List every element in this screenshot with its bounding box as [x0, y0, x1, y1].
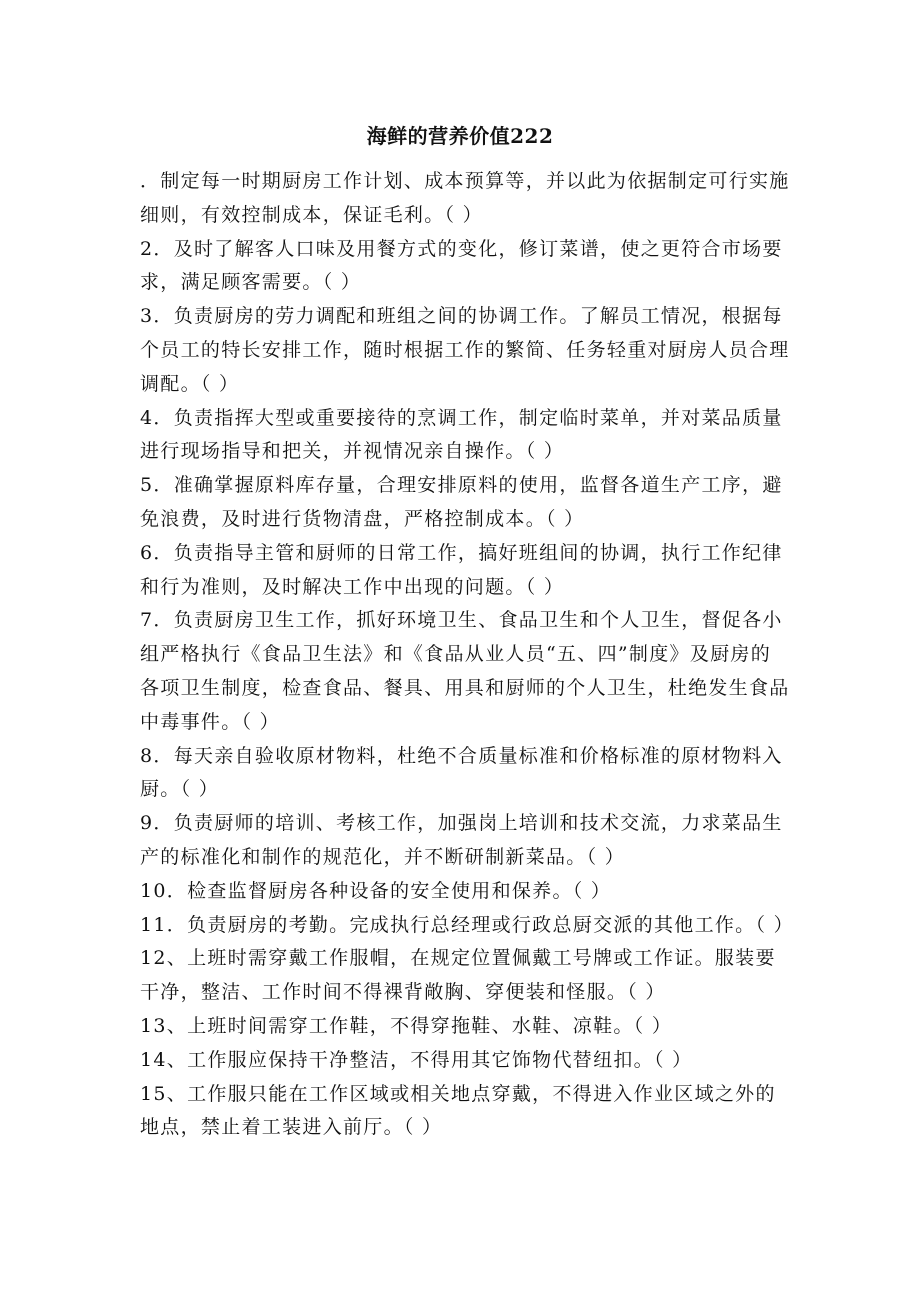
- list-item: 9．负责厨师的培训、考核工作，加强岗上培训和技术交流，力求菜品生产的标准化和制作的规范化，并不断研制新菜品。（ ）: [140, 812, 783, 868]
- list-item: 14、工作服应保持干净整洁，不得用其它饰物代替纽扣。（ ）: [140, 1048, 693, 1071]
- list-item: 8．每天亲自验收原材物料，杜绝不合质量标准和价格标准的原材物料入厨。（ ）: [140, 744, 783, 801]
- list-item: ．制定每一时期厨房工作计划、成本预算等，并以此为依据制定可行实施细则，有效控制成本，保证毛利。（ ）: [140, 170, 790, 226]
- list-item: 15、工作服只能在工作区域或相关地点穿戴，不得进入作业区域之外的地点，禁止着工装进入前厅。（ ）: [140, 1082, 776, 1139]
- list-item: 10．检查监督厨房各种设备的安全使用和保养。（ ）: [140, 879, 612, 902]
- list-item: 6．负责指导主管和厨师的日常工作，搞好班组间的协调，执行工作纪律和行为准则，及时解决工作中出现的问题。（ ）: [140, 541, 783, 598]
- list-item: 7．负责厨房卫生工作，抓好环境卫生、食品卫生和个人卫生，督促各小组严格执行《食品卫生法》和《食品从业人员“五、四”制度》及厨房的各项卫生制度，检查食品、餐具、用具和厨师的个人卫生，杜绝发生食品中毒事件。（ ）: [140, 609, 790, 733]
- list-item: 3．负责厨房的劳力调配和班组之间的协调工作。了解员工情况，根据每个员工的特长安排工作，随时根据工作的繁简、任务轻重对厨房人员合理调配。（ ）: [140, 305, 790, 395]
- list-item: 12、上班时需穿戴工作服帽，在规定位置佩戴工号牌或工作证。服装要干净，整洁、工作时间不得裸背敞胸、穿便装和怪服。（ ）: [140, 947, 776, 1004]
- list-item: 13、上班时间需穿工作鞋，不得穿拖鞋、水鞋、凉鞋。（ ）: [140, 1014, 673, 1037]
- document-body: [140, 165, 794, 1145]
- list-item: 2．及时了解客人口味及用餐方式的变化，修订菜谱，使之更符合市场要求，满足顾客需要。（ ）: [140, 237, 783, 294]
- list-item: 4．负责指挥大型或重要接待的烹调工作，制定临时菜单，并对菜品质量进行现场指导和把关，并视情况亲自操作。（ ）: [140, 406, 783, 463]
- document-title: 海鲜的营养价值222: [366, 124, 554, 148]
- list-item: 5．准确掌握原料库存量，合理安排原料的使用，监督各道生产工序，避免浪费，及时进行货物清盘，严格控制成本。（ ）: [140, 474, 783, 530]
- list-item: 11．负责厨房的考勤。完成执行总经理或行政总厨交派的其他工作。（ ）: [140, 913, 794, 936]
